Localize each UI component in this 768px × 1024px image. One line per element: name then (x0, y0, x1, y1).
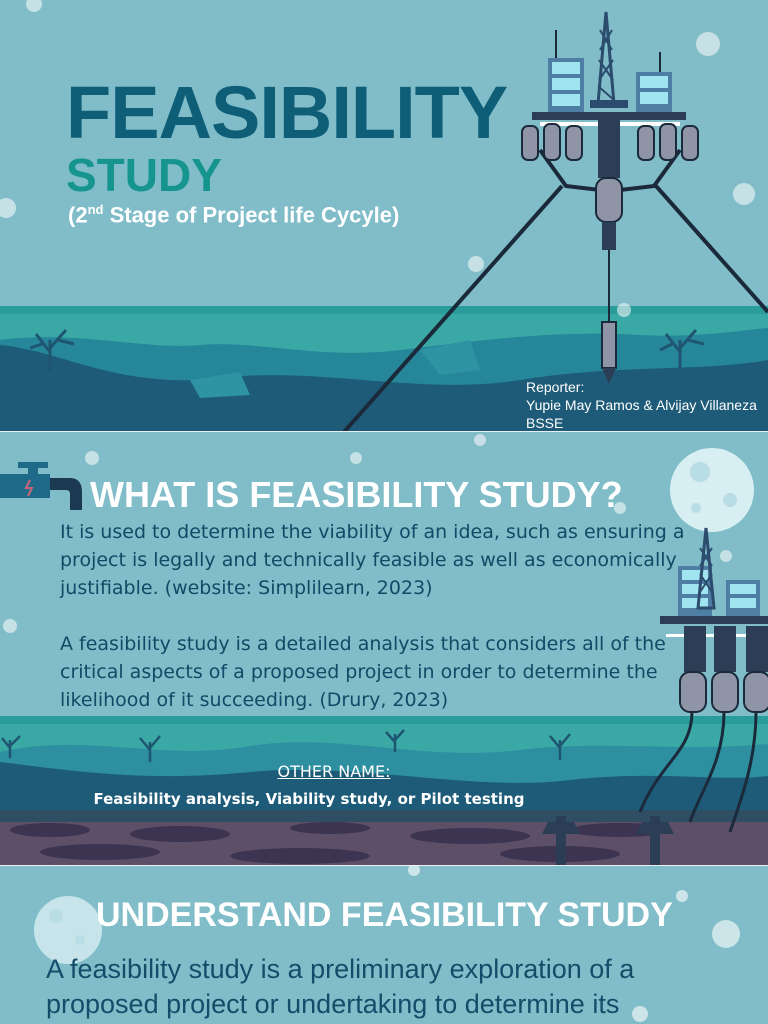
stage-prefix: (2 (68, 202, 88, 228)
other-name-text (0, 790, 768, 808)
faucet-icon (0, 462, 82, 510)
page-subtitle: STUDY (66, 149, 222, 201)
section-title (90, 474, 623, 516)
stage-suffix: Stage of Project life Cycyle) (103, 202, 400, 228)
reporter-block (526, 378, 757, 432)
definition-text (60, 518, 700, 742)
reporter-label: Reporter: (526, 379, 585, 395)
section-title-rest: IS FEASIBILITY STUDY? (195, 474, 623, 515)
reporter-course: BSSE (526, 415, 564, 431)
slide-understand (0, 866, 768, 1024)
section-title-bold: WHAT (90, 474, 196, 515)
other-name-value: Feasibility analysis, Viability study, or Pilot testing (93, 790, 525, 808)
reporter-names: Yupie May Ramos & Alvijay Villaneza (526, 397, 757, 413)
definition-paragraph-2: A feasibility study is a detailed analysis that considers all of the critical aspects of a proposed project in order to determine the likelihood of it succeeding. (Drury, 2023) (60, 633, 666, 711)
definition-paragraph-1: It is used to determine the viability of an idea, such as ensuring a project is legally and technically feasible as well as economically justifiable. (website: Simplilearn, 2023) (60, 521, 685, 599)
stage-caption (68, 202, 399, 228)
slide-definition (0, 432, 768, 866)
slide-title (0, 0, 768, 432)
page-title: FEASIBILITY (66, 71, 508, 154)
understand-text: A feasibility study is a preliminary exploration of a proposed project or undertaking to determine its (46, 954, 635, 1019)
other-name-label (0, 762, 768, 781)
stage-superscript: nd (87, 202, 104, 217)
other-name-label-text: OTHER NAME: (277, 762, 391, 781)
section-title: UNDERSTAND FEASIBILITY STUDY (96, 896, 673, 934)
